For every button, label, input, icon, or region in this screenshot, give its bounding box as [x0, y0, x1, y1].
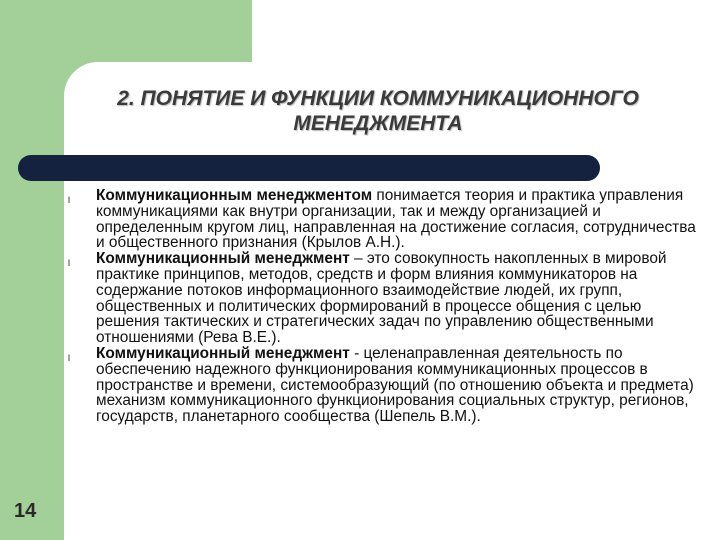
title-divider-bar: [18, 155, 600, 181]
definition-body: понимается теория и практика управления коммуникациями как внутри организации, так и между организацией и определенным кругом лиц, направленная на достижение согласия, сотрудничества и общественного признания (Крылов А.Н.).: [96, 187, 696, 252]
bullet-icon: l: [68, 195, 70, 205]
slide-title-line-2: МЕНЕДЖМЕНТА: [293, 112, 463, 135]
slide-title: [64, 86, 692, 136]
definition-body: - целенаправленная деятельность по обеспечению надежного функционирования коммуникационных процессов в пространстве и времени, системообразующий (по отношению объекта и предмета) механизм коммуникационного функционирования социальных структур, регионов, государств, планетарного сообщества (Шепель В.М.).: [96, 344, 694, 426]
decorative-green-strip: [0, 0, 64, 540]
definition-text: [96, 251, 700, 346]
definition-term: Коммуникационный менеджмент: [96, 344, 350, 362]
definition-term: Коммуникационным менеджментом: [96, 187, 373, 204]
page-number: 14: [14, 500, 37, 522]
definitions-list: [68, 188, 700, 425]
list-item: [68, 251, 700, 346]
list-item: [68, 188, 700, 251]
definition-text: [96, 346, 700, 425]
definition-text: [96, 188, 700, 251]
bullet-icon: l: [68, 258, 70, 269]
definition-term: Коммуникационный менеджмент: [96, 250, 350, 268]
definition-body: – это совокупность накопленных в мировой практике принципов, методов, средств и форм влияния коммуникаторов на содержание потоков информационного взаимодействие людей, их групп, общественных и политических формирований в процессе общения с целью решения тактических и стратегических задач по управлению общественными отношениями (Рева В.Е.).: [96, 250, 667, 347]
slide-title-line-1: 2. ПОНЯТИЕ И ФУНКЦИИ КОММУНИКАЦИОННОГО: [117, 87, 639, 110]
list-item: [68, 346, 700, 425]
bullet-icon: l: [68, 352, 70, 363]
